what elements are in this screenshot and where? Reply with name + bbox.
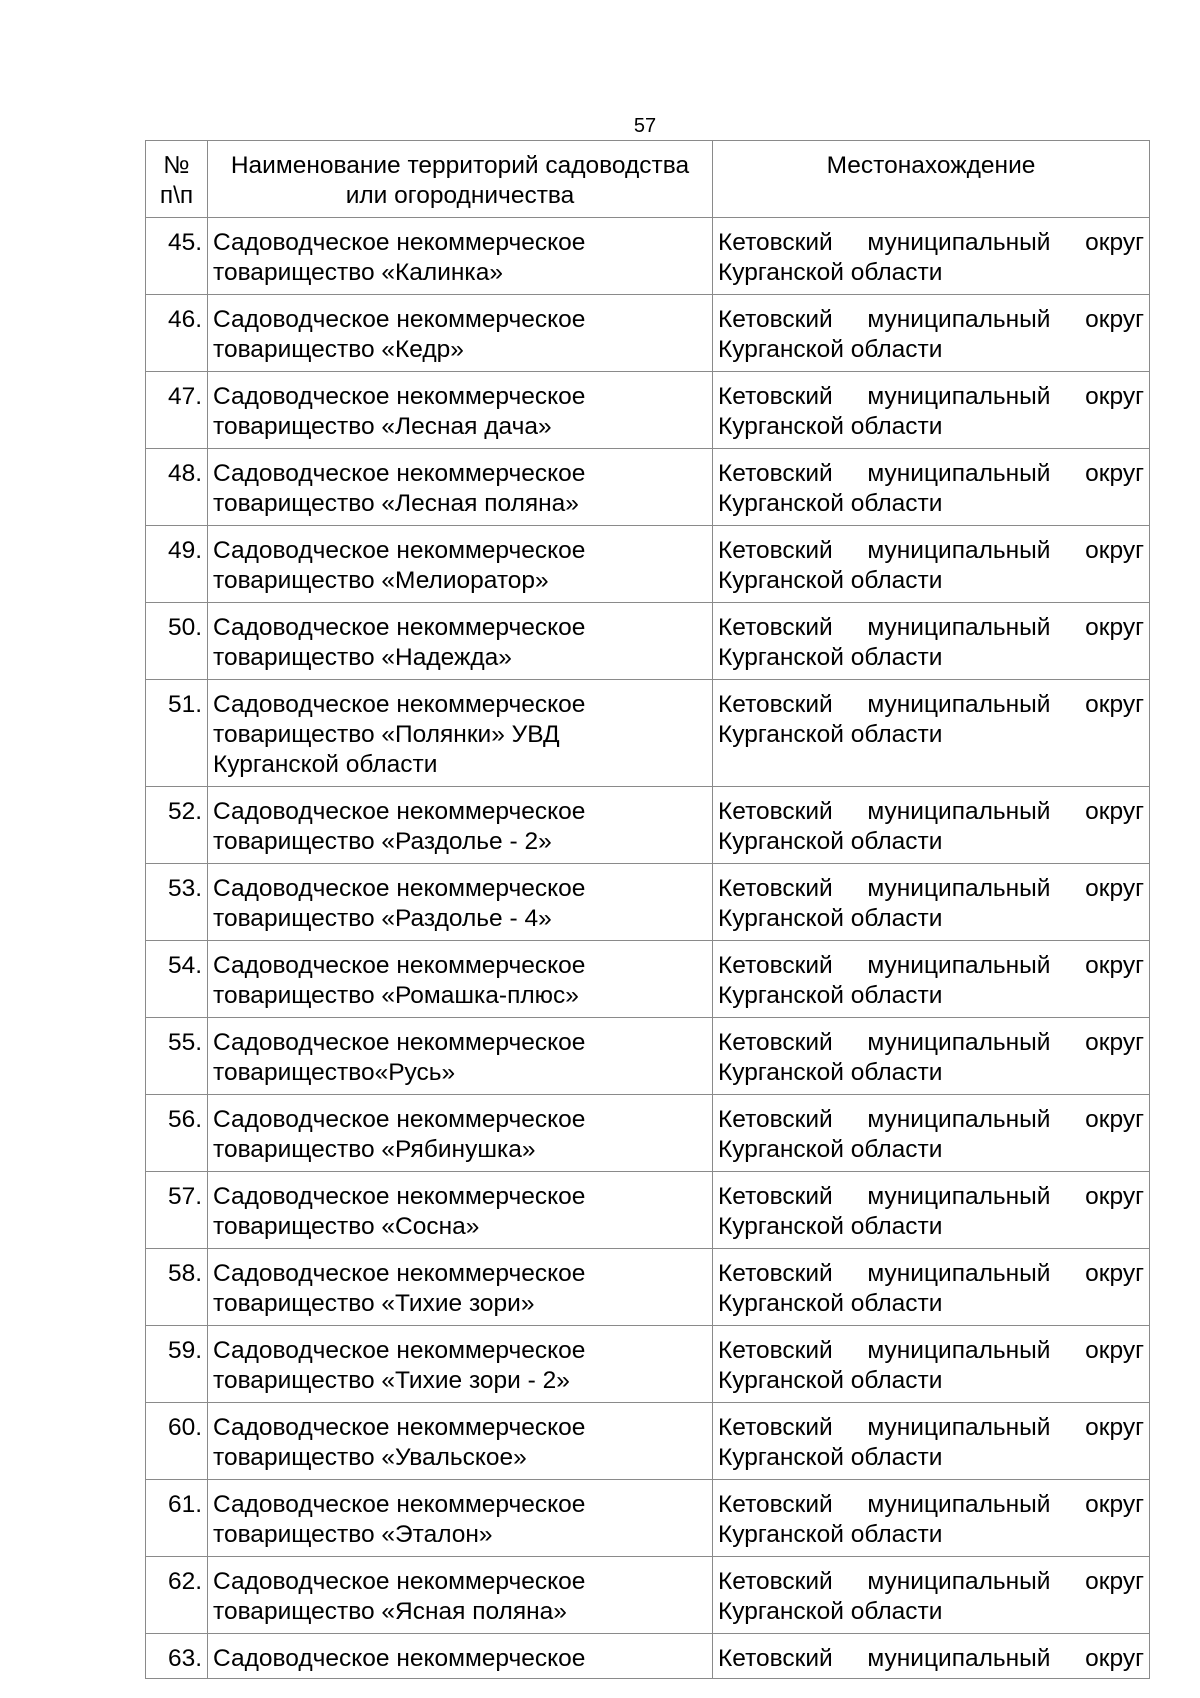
table-row [146,218,1150,295]
location-line: Кетовский муниципальный округ [718,1568,1144,1595]
territory-name-line: Садоводческое некоммерческое [213,1029,586,1056]
location-line: Курганской области [718,982,943,1009]
territories-table [145,140,1150,1679]
territory-name-line: товарищество «Тихие зори» [213,1290,535,1317]
territory-name-line: Садоводческое некоммерческое [213,875,586,902]
row-number: 46. [146,295,208,372]
table-row [146,680,1150,787]
territory-name-cell [208,1249,713,1326]
territory-name-line: Садоводческое некоммерческое [213,1414,586,1441]
table-row [146,941,1150,1018]
territory-name-line: Садоводческое некоммерческое [213,1337,586,1364]
header-number-line: № [163,152,190,179]
territory-name-cell [208,1172,713,1249]
row-number: 51. [146,680,208,787]
territory-name-line: товарищество «Полянки» УВД [213,721,560,748]
territory-name-line: Садоводческое некоммерческое [213,1568,586,1595]
location-line: Курганской области [718,567,943,594]
location-cell [713,1326,1150,1403]
table-row [146,1018,1150,1095]
territory-name-line: Садоводческое некоммерческое [213,306,586,333]
table-row [146,1403,1150,1480]
row-number: 54. [146,941,208,1018]
location-cell [713,1095,1150,1172]
territory-name-cell [208,526,713,603]
table-row [146,1095,1150,1172]
territory-name-cell [208,1018,713,1095]
header-location [713,141,1150,218]
table-row [146,864,1150,941]
location-line: Курганской области [718,336,943,363]
table-row [146,1557,1150,1634]
row-number: 60. [146,1403,208,1480]
location-cell [713,1557,1150,1634]
location-line: Кетовский муниципальный округ [718,952,1144,979]
row-number: 58. [146,1249,208,1326]
location-cell [713,941,1150,1018]
table-body [146,218,1150,1679]
location-line: Курганской области [718,1136,943,1163]
location-line: Курганской области [718,1444,943,1471]
territory-name-cell [208,1095,713,1172]
territory-name-line: Садоводческое некоммерческое [213,798,586,825]
table-row [146,372,1150,449]
row-number: 61. [146,1480,208,1557]
territory-name-line: Садоводческое некоммерческое [213,952,586,979]
location-cell [713,1480,1150,1557]
territory-name-cell [208,1557,713,1634]
territory-name-line: товарищество «Ромашка-плюс» [213,982,579,1009]
location-line: Курганской области [718,1598,943,1625]
location-line: Курганской области [718,721,943,748]
location-line: Курганской области [718,1367,943,1394]
table-row [146,1172,1150,1249]
territory-name-cell [208,218,713,295]
location-cell [713,864,1150,941]
territory-name-cell [208,864,713,941]
territory-name-line: товарищество «Увальское» [213,1444,527,1471]
table-row [146,526,1150,603]
header-name-line: или огородничества [345,182,575,209]
territory-name-line: Садоводческое некоммерческое [213,1645,586,1672]
location-cell [713,1634,1150,1679]
row-number: 57. [146,1172,208,1249]
location-line: Кетовский муниципальный округ [718,614,1144,641]
territory-name-line: товарищество «Раздолье - 2» [213,828,552,855]
territory-name-line: Садоводческое некоммерческое [213,691,586,718]
territory-name-line: Садоводческое некоммерческое [213,1491,586,1518]
header-number-line: п\п [159,182,194,209]
location-line: Кетовский муниципальный округ [718,229,1144,256]
territory-name-line: Садоводческое некоммерческое [213,1183,586,1210]
location-cell [713,449,1150,526]
location-line: Кетовский муниципальный округ [718,798,1144,825]
row-number: 47. [146,372,208,449]
row-number: 62. [146,1557,208,1634]
territory-name-line: товарищество «Лесная поляна» [213,490,579,517]
territory-name-line: товарищество «Лесная дача» [213,413,552,440]
territory-name-line: Садоводческое некоммерческое [213,614,586,641]
location-line: Кетовский муниципальный округ [718,1106,1144,1133]
territory-name-line: товарищество «Сосна» [213,1213,480,1240]
location-line: Кетовский муниципальный округ [718,306,1144,333]
row-number: 45. [146,218,208,295]
location-line: Курганской области [718,490,943,517]
territory-name-line: товарищество «Эталон» [213,1521,493,1548]
table-row [146,1326,1150,1403]
territory-name-cell [208,941,713,1018]
location-line: Кетовский муниципальный округ [718,1183,1144,1210]
table-row [146,1480,1150,1557]
location-line: Кетовский муниципальный округ [718,537,1144,564]
header-name [208,141,713,218]
location-line: Кетовский муниципальный округ [718,1029,1144,1056]
territory-name-line: товарищество«Русь» [213,1059,456,1086]
header-location-line: Местонахождение [826,152,1036,179]
location-cell [713,1018,1150,1095]
territory-name-cell [208,295,713,372]
location-cell [713,526,1150,603]
table-row [146,295,1150,372]
location-line: Курганской области [718,1059,943,1086]
territory-name-cell [208,1480,713,1557]
territory-name-cell [208,449,713,526]
row-number: 50. [146,603,208,680]
location-line: Кетовский муниципальный округ [718,1414,1144,1441]
table-row [146,449,1150,526]
territory-name-line: Садоводческое некоммерческое [213,1106,586,1133]
row-number: 52. [146,787,208,864]
territory-name-cell [208,372,713,449]
location-cell [713,295,1150,372]
territory-name-line: товарищество «Ясная поляна» [213,1598,567,1625]
table-header-row [146,141,1150,218]
location-cell [713,372,1150,449]
location-line: Кетовский муниципальный округ [718,875,1144,902]
location-line: Курганской области [718,1290,943,1317]
location-line: Кетовский муниципальный округ [718,1491,1144,1518]
territory-name-line: Садоводческое некоммерческое [213,229,586,256]
table-row [146,1249,1150,1326]
location-cell [713,1403,1150,1480]
location-line: Курганской области [718,1521,943,1548]
location-line: Кетовский муниципальный округ [718,1645,1144,1672]
territory-name-cell [208,603,713,680]
row-number: 59. [146,1326,208,1403]
territory-name-line: Садоводческое некоммерческое [213,383,586,410]
row-number: 63. [146,1634,208,1679]
location-cell [713,680,1150,787]
row-number: 49. [146,526,208,603]
header-name-line: Наименование территорий садоводства [230,152,690,179]
location-line: Курганской области [718,413,943,440]
location-line: Курганской области [718,905,943,932]
location-line: Курганской области [718,644,943,671]
location-line: Курганской области [718,259,943,286]
location-line: Кетовский муниципальный округ [718,460,1144,487]
row-number: 48. [146,449,208,526]
location-cell [713,1172,1150,1249]
territory-name-line: товарищество «Кедр» [213,336,464,363]
territory-name-line: товарищество «Тихие зори - 2» [213,1367,570,1394]
territory-name-line: товарищество «Калинка» [213,259,503,286]
territory-name-cell [208,787,713,864]
territory-name-cell [208,1403,713,1480]
territory-name-line: Курганской области [213,751,438,778]
location-line: Курганской области [718,1213,943,1240]
location-cell [713,787,1150,864]
header-number [146,141,208,218]
territory-name-line: Садоводческое некоммерческое [213,460,586,487]
territory-name-line: Садоводческое некоммерческое [213,1260,586,1287]
territory-name-line: Садоводческое некоммерческое [213,537,586,564]
territory-name-cell [208,1634,713,1679]
table-row [146,1634,1150,1679]
territory-name-line: товарищество «Раздолье - 4» [213,905,552,932]
page-number: 57 [633,115,657,137]
territory-name-cell [208,680,713,787]
location-cell [713,1249,1150,1326]
location-line: Кетовский муниципальный округ [718,383,1144,410]
row-number: 55. [146,1018,208,1095]
territory-name-line: товарищество «Мелиоратор» [213,567,549,594]
location-line: Кетовский муниципальный округ [718,691,1144,718]
row-number: 56. [146,1095,208,1172]
territory-name-line: товарищество «Надежда» [213,644,512,671]
row-number: 53. [146,864,208,941]
table-row [146,603,1150,680]
location-line: Курганской области [718,828,943,855]
location-line: Кетовский муниципальный округ [718,1260,1144,1287]
table-row [146,787,1150,864]
territory-name-line: товарищество «Рябинушка» [213,1136,536,1163]
territory-name-cell [208,1326,713,1403]
location-cell [713,218,1150,295]
location-line: Кетовский муниципальный округ [718,1337,1144,1364]
location-cell [713,603,1150,680]
